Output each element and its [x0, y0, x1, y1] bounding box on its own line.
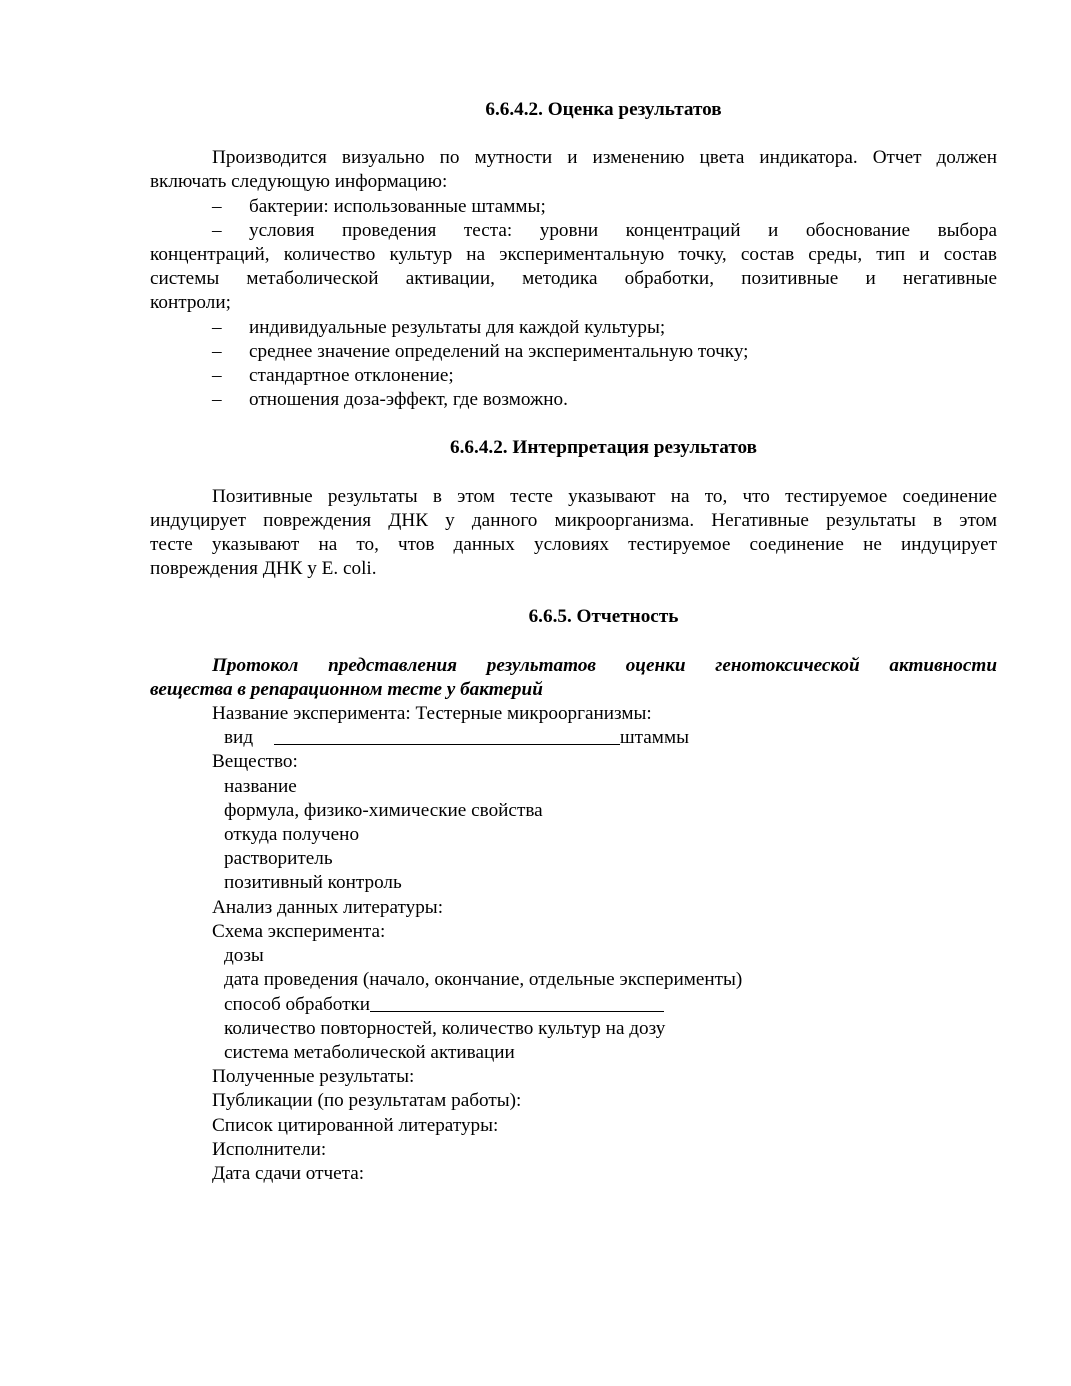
section-heading-interpretation: 6.6.4.2. Интерпретация результатов — [450, 437, 757, 459]
evaluation-paragraph — [150, 146, 997, 194]
solvent-label: растворитель — [224, 848, 333, 870]
dash-marker: – — [212, 316, 222, 338]
dash-marker: – — [212, 219, 222, 241]
interpretation-paragraph — [150, 485, 997, 582]
literature-analysis-label: Анализ данных литературы: — [212, 896, 444, 918]
report-date-label: Дата сдачи отчета: — [212, 1162, 365, 1184]
paragraph-line: включать следующую информацию: — [150, 171, 448, 193]
dash-marker: – — [212, 365, 222, 387]
list-item-conditions — [150, 219, 997, 316]
positive-control-label: позитивный контроль — [224, 872, 402, 894]
formula-label: формула, физико-химические свойства — [224, 799, 543, 821]
treatment-method-row — [150, 993, 997, 1017]
list-item-individual — [150, 316, 997, 340]
list-item-first-line — [150, 219, 997, 243]
treatment-blank-line — [370, 994, 664, 1012]
date-conducted-label: дата проведения (начало, окончание, отдельные эксперименты) — [224, 969, 743, 991]
species-strains-row — [150, 726, 997, 750]
source-label: откуда получено — [224, 824, 360, 846]
repeats-label: количество повторностей, количество культур на дозу — [224, 1017, 666, 1039]
section-heading-evaluation: 6.6.4.2. Оценка результатов — [485, 99, 722, 120]
list-item-text: стандартное отклонение; — [249, 365, 454, 387]
doses-label: дозы — [224, 945, 264, 967]
list-item-bacteria — [150, 195, 997, 219]
substance-name-label: название — [224, 775, 297, 797]
strains-label: штаммы — [619, 727, 689, 749]
list-item-dose — [150, 388, 997, 412]
executors-label: Исполнители: — [212, 1138, 327, 1160]
document-page — [150, 98, 997, 1186]
publications-label: Публикации (по результатам работы): — [212, 1090, 522, 1112]
list-item-text: условия проведения теста: уровни концентраций и обоснование выбора — [249, 219, 997, 241]
list-item-mean — [150, 340, 997, 364]
dash-marker: – — [212, 340, 222, 362]
list-item-std — [150, 364, 997, 388]
treatment-method-label: способ обработки — [224, 993, 371, 1015]
protocol-title — [150, 654, 997, 702]
list-item-text: среднее значение определений на экспериментальную точку; — [249, 340, 749, 362]
metabolic-system-label: система метаболической активации — [224, 1041, 515, 1063]
species-label: вид — [224, 727, 254, 749]
list-item-line: системы метаболической активации, методика обработки, позитивные и негативные — [150, 268, 997, 290]
list-item-line: контроли; — [150, 292, 231, 314]
list-item-line: концентраций, количество культур на экспериментальную точку, состав среды, тип и состав — [150, 244, 997, 266]
protocol-title-line: вещества в репарационном тесте у бактерий — [150, 678, 543, 700]
list-item-text: индивидуальные результаты для каждой культуры; — [249, 316, 666, 338]
dash-marker: – — [212, 389, 222, 411]
paragraph-line: Позитивные результаты в этом тесте указывают на то, что тестируемое соединение — [212, 485, 997, 507]
dash-marker: – — [212, 195, 222, 217]
list-item-text: отношения доза-эффект, где возможно. — [249, 389, 568, 411]
species-blank-line — [274, 727, 620, 745]
section-heading-reporting: 6.6.5. Отчетность — [528, 606, 679, 628]
results-obtained-label: Полученные результаты: — [212, 1066, 415, 1088]
experiment-name-label: Название эксперимента: Тестерные микроорганизмы: — [212, 703, 652, 725]
protocol-title-line: Протокол представления результатов оценки генотоксической активности — [212, 654, 997, 676]
paragraph-line: Производится визуально по мутности и изменению цвета индикатора. Отчет должен — [212, 147, 997, 169]
paragraph-line: индуцирует повреждения ДНК у данного микроорганизма. Негативные результаты в этом — [150, 509, 997, 531]
substance-label: Вещество: — [212, 751, 298, 773]
paragraph-line: повреждения ДНК у E. coli. — [150, 558, 377, 580]
list-item-text: бактерии: использованные штаммы; — [249, 195, 546, 217]
paragraph-line: тесте указывают на то, чтов данных условиях тестируемое соединение не индуцирует — [150, 534, 997, 556]
scheme-label: Схема эксперимента: — [212, 920, 386, 942]
references-label: Список цитированной литературы: — [212, 1114, 499, 1136]
